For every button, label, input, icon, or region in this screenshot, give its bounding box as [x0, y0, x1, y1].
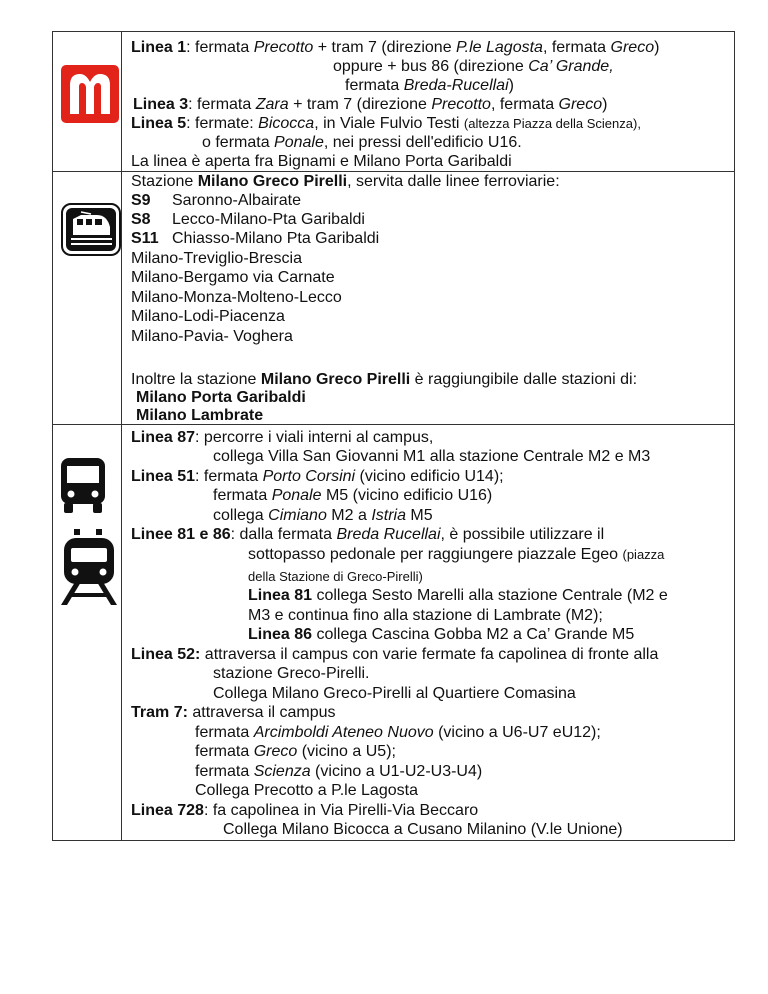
- metro-line1-alt: oppure + bus 86 (direzione Ca’ Grande,: [333, 58, 614, 75]
- bus-line-728: Linea 728: fa capolinea in Via Pirelli-Via Beccaro: [131, 802, 479, 819]
- train-line-s8: S8 Lecco-Milano-Pta Garibaldi: [131, 211, 365, 228]
- bus-lines-81-86-desc: sottopasso pedonale per raggiungere piazzale Egeo (piazza: [248, 546, 665, 563]
- train-route: Milano-Pavia- Voghera: [131, 328, 293, 345]
- metro-line5: Linea 5: fermate: Bicocca, in Viale Fulvio Testi (altezza Piazza della Scienza),: [131, 115, 641, 132]
- bus-line-51-stop: fermata Ponale M5 (vicino edificio U16): [213, 487, 493, 504]
- train-route: Milano-Treviglio-Brescia: [131, 250, 303, 267]
- bus-line-86: Linea 86 collega Cascina Gobba M2 a Ca’ Grande M5: [248, 626, 635, 643]
- tram-line-7-desc: Collega Precotto a P.le Lagosta: [195, 782, 418, 799]
- metro-line5-alt: o fermata Ponale, nei pressi dell'edificio U16.: [202, 134, 522, 151]
- tram-line-7: Tram 7: attraversa il campus: [131, 704, 336, 721]
- metro-line5-note: La linea è aperta fra Bignami e Milano Porta Garibaldi: [131, 153, 512, 170]
- column-divider: [121, 32, 122, 840]
- bus-line-81: Linea 81 collega Sesto Marelli alla stazione Centrale (M2 e: [248, 587, 668, 604]
- train-line-s9: S9 Saronno-Albairate: [131, 192, 301, 209]
- bus-line-728-desc: Collega Milano Bicocca a Cusano Milanino (V.le Unione): [223, 821, 623, 838]
- bus-line-52: Linea 52: attraversa il campus con varie fermate fa capolinea di fronte alla: [131, 646, 659, 663]
- bus-line-51-desc: collega Cimiano M2 a Istria M5: [213, 507, 433, 524]
- tram-line-7-stop: fermata Arcimboldi Ateneo Nuovo (vicino a U6-U7 eU12);: [195, 724, 601, 741]
- train-route: Milano-Monza-Molteno-Lecco: [131, 289, 342, 306]
- train-route: Milano-Bergamo via Carnate: [131, 269, 335, 286]
- bus-line-87: Linea 87: percorre i viali interni al campus,: [131, 429, 434, 446]
- metro-line3: Linea 3: fermata Zara + tram 7 (direzione Precotto, fermata Greco): [133, 96, 608, 113]
- train-reachable-station: Milano Lambrate: [136, 407, 264, 424]
- train-station-intro: Stazione Milano Greco Pirelli, servita dalle linee ferroviarie:: [131, 173, 560, 190]
- metro-line1: Linea 1: fermata Precotto + tram 7 (direzione P.le Lagosta, fermata Greco): [131, 39, 660, 56]
- train-reachable-station: Milano Porta Garibaldi: [136, 389, 306, 406]
- bus-line-81-desc: M3 e continua fino alla stazione di Lambrate (M2);: [248, 607, 603, 624]
- tram-icon: [58, 527, 120, 609]
- bus-line-52-desc: Collega Milano Greco-Pirelli al Quartiere Comasina: [213, 685, 576, 702]
- train-station-icon: [61, 203, 121, 256]
- bus-lines-81-86: Linee 81 e 86: dalla fermata Breda Rucellai, è possibile utilizzare il: [131, 526, 605, 543]
- bus-line-52-stop: stazione Greco-Pirelli.: [213, 665, 370, 682]
- train-line-s11: S11 Chiasso-Milano Pta Garibaldi: [131, 230, 380, 247]
- tram-line-7-stop: fermata Scienza (vicino a U1-U2-U3-U4): [195, 763, 483, 780]
- metro-logo-icon: [61, 65, 119, 123]
- bus-line-51: Linea 51: fermata Porto Corsini (vicino edificio U14);: [131, 468, 504, 485]
- train-reachable-intro: Inoltre la stazione Milano Greco Pirelli è raggiungibile dalle stazioni di:: [131, 371, 638, 388]
- bus-lines-81-86-note: della Stazione di Greco-Pirelli): [248, 569, 423, 584]
- metro-line1-alt-stop: fermata Breda-Rucellai): [345, 77, 514, 94]
- train-route: Milano-Lodi-Piacenza: [131, 308, 285, 325]
- bus-line-87-desc: collega Villa San Giovanni M1 alla stazione Centrale M2 e M3: [213, 448, 651, 465]
- tram-line-7-stop: fermata Greco (vicino a U5);: [195, 743, 396, 760]
- bus-icon: [58, 455, 108, 515]
